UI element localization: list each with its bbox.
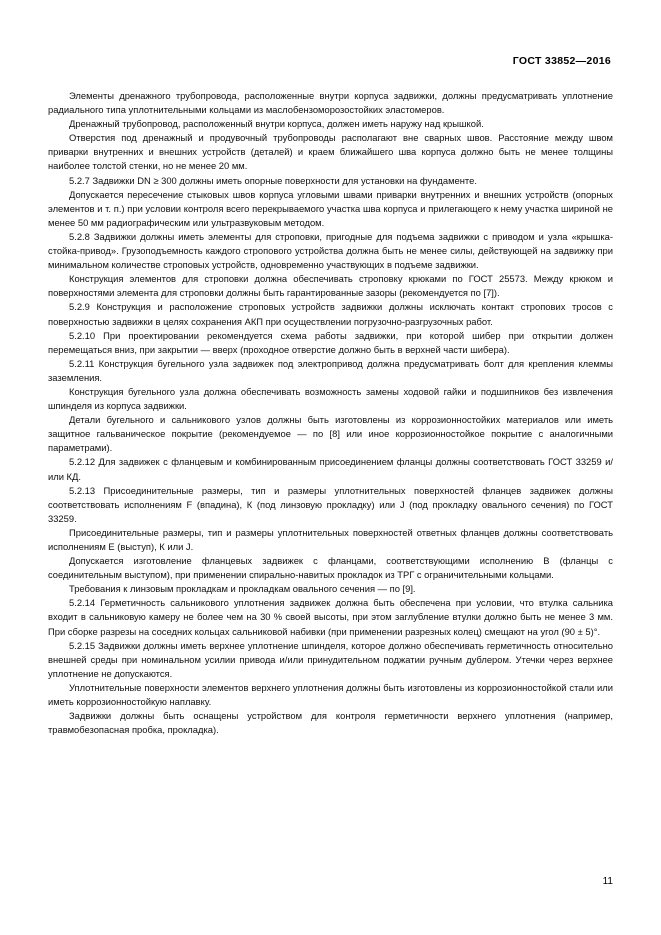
paragraph: 5.2.12 Для задвижек с фланцевым и комбинированным присоединением фланцы должны соответствовать ГОСТ 33259 и/или КД. xyxy=(48,456,613,482)
page-number: 11 xyxy=(602,876,613,887)
paragraph: 5.2.10 При проектировании рекомендуется схема работы задвижки, при которой шибер при открытии должен перемещаться вниз, при закрытии — вверх (проходное отверстие должно быть в верхней части шибера). xyxy=(48,329,613,355)
paragraph: 5.2.8 Задвижки должны иметь элементы для строповки, пригодные для подъема задвижки с приводом и узла «крышка-стойка-привод». Грузоподъемность каждого стропового устройства должна быть не менее силы, действующей на задвижку при минимальном количестве строповых устройств, одновременно участвующих в подъеме задвижки. xyxy=(48,230,613,271)
paragraph: Допускается изготовление фланцевых задвижек с фланцами, соответствующими исполнению В (фланцы с соединительным выступом), при применении спирально-навитых прокладок из ТРГ с ограничительными кольцами. xyxy=(48,555,613,581)
paragraph: 5.2.15 Задвижки должны иметь верхнее уплотнение шпинделя, которое должно обеспечивать герметичность относительно внешней среды при номинальном усилии привода и/или принудительном поджатии ручным дублером. Утечки через верхнее уплотнение не допускаются. xyxy=(48,639,613,679)
paragraph: Требования к линзовым прокладкам и прокладкам овального сечения — по [9]. xyxy=(69,583,416,595)
paragraph: 5.2.14 Герметичность сальникового уплотнения задвижек должна быть обеспечена при условии, что втулка сальника входит в сальниковую камеру не более чем на 30 % своей высоты, при этом заглубление втулки должно быть не менее 3 мм. При сборке разрезы на соседних кольцах сальниковой набивки (при применении разрезных колец) смещают на угол (90 ± 5)°. xyxy=(48,597,613,637)
paragraph: Присоединительные размеры, тип и размеры уплотнительных поверхностей ответных фланцев должны соответствовать исполнениям Е (выступ), К или J. xyxy=(48,526,613,552)
paragraph: Уплотнительные поверхности элементов верхнего уплотнения должны быть изготовлены из коррозионностойкой стали или иметь коррозионностойкую наплавку. xyxy=(48,681,613,708)
paragraph: Конструкция бугельного узла должна обеспечивать возможность замены ходовой гайки и подшипников без извлечения шпинделя из корпуса задвижки. xyxy=(48,385,613,412)
paragraph: Задвижки должны быть оснащены устройством для контроля герметичности верхнего уплотнения (например, травмобезопасная пробка, прокладка). xyxy=(48,710,613,736)
page-header: ГОСТ 33852—2016 xyxy=(512,55,611,67)
paragraph: 5.2.13 Присоединительные размеры, тип и размеры уплотнительных поверхностей фланцев задвижек должны соответствовать исполнениям F (впадина), К (под линзовую прокладку) или J (под прокладку овального сечения) по ГОСТ 33259. xyxy=(48,484,613,524)
document-body xyxy=(48,89,613,737)
paragraph: 5.2.11 Конструкция бугельного узла задвижек под электропривод должна предусматривать болт для крепления клеммы заземления. xyxy=(48,357,613,383)
paragraph: 5.2.9 Конструкция и расположение строповых устройств задвижки должны исключать контакт стропових тросов с поверхностью задвижки в целях сохранения АКП при осуществлении погрузочно-разгрузочных работ. xyxy=(48,301,613,327)
paragraph: Дренажный трубопровод, расположенный внутри корпуса, должен иметь наружу над крышкой. xyxy=(69,118,484,130)
paragraph: Конструкция элементов для строповки должна обеспечивать строповку крюками по ГОСТ 25573. Между крюком и поверхностями элемента для строповки должны быть гарантированные зазоры (рекомендуется по [7]). xyxy=(48,273,613,299)
paragraph: 5.2.7 Задвижки DN ≥ 300 должны иметь опорные поверхности для установки на фундаменте. xyxy=(69,174,477,186)
paragraph: Допускается пересечение стыковых швов корпуса угловыми швами приварки внутренних и внешних устройств (опорных элементов и т. п.) при условии контроля всего перекрываемого участка шва корпуса и прилегающего к нему участка шириной не менее 50 мм радиографическим или ультразвуковым методом. xyxy=(48,188,613,228)
paragraph: Элементы дренажного трубопровода, расположенные внутри корпуса задвижки, должны предусматривать уплотнение радиального типа уплотнительными кольцами из маслобензоморозостойких эластомеров. xyxy=(48,90,613,116)
paragraph: Детали бугельного и сальникового узлов должны быть изготовлены из коррозионностойких материалов или иметь защитное гальваническое покрытие (рекомендуемое — по [8] или иное коррозионностойкое покрытие с аналогичными параметрами). xyxy=(48,414,613,454)
paragraph: Отверстия под дренажный и продувочный трубопроводы располагают вне сварных швов. Расстояние между швом приварки внутренних и внешних устройств (деталей) и краем ближайшего шва корпуса должно быть не менее толщины наиболее толстой стенки, но не менее 20 мм. xyxy=(48,132,613,172)
